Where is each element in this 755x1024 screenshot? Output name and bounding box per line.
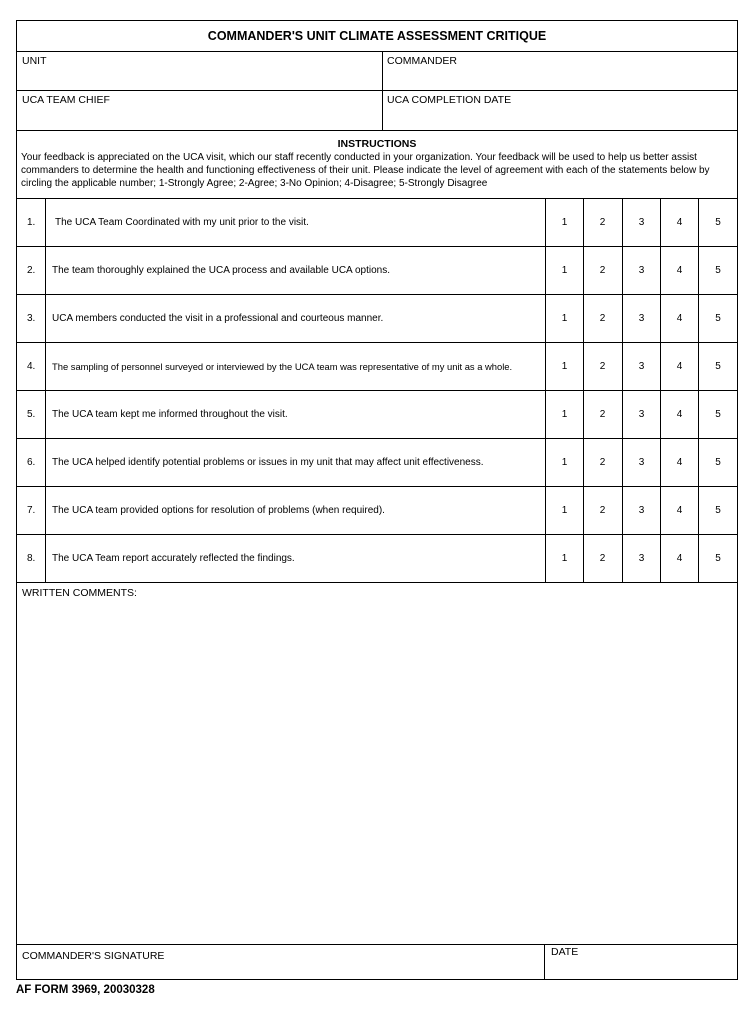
rating-option-5[interactable]: 5 bbox=[698, 439, 737, 486]
rating-option-5[interactable]: 5 bbox=[698, 247, 737, 294]
question-number: 7. bbox=[17, 487, 46, 534]
rating-option-1[interactable]: 1 bbox=[545, 343, 583, 390]
rating-option-4[interactable]: 4 bbox=[660, 535, 698, 582]
question-number: 3. bbox=[17, 295, 46, 342]
question-text: The UCA Team Coordinated with my unit prior to the visit. bbox=[55, 217, 309, 228]
question-text: The sampling of personnel surveyed or interviewed by the UCA team was representative of my unit as a whole. bbox=[52, 361, 513, 372]
rating-option-2[interactable]: 2 bbox=[583, 295, 621, 342]
commander-signature-field[interactable] bbox=[17, 945, 545, 979]
question-text: The UCA Team report accurately reflected the findings. bbox=[52, 553, 295, 564]
unit-field[interactable] bbox=[17, 52, 383, 90]
rating-option-1[interactable]: 1 bbox=[545, 295, 583, 342]
commander-signature-label: COMMANDER'S SIGNATURE bbox=[22, 950, 165, 962]
uca-team-chief-label: UCA TEAM CHIEF bbox=[22, 94, 110, 106]
uca-completion-date-field[interactable] bbox=[383, 91, 737, 130]
signature-row bbox=[17, 945, 737, 979]
rating-option-1[interactable]: 1 bbox=[545, 535, 583, 582]
form-identifier: AF FORM 3969, 20030328 bbox=[16, 984, 155, 996]
question-number: 1. bbox=[17, 199, 46, 246]
rating-option-1[interactable]: 1 bbox=[545, 439, 583, 486]
rating-option-3[interactable]: 3 bbox=[622, 247, 660, 294]
written-comments-area[interactable] bbox=[17, 583, 737, 945]
commander-field[interactable] bbox=[383, 52, 737, 90]
rating-option-4[interactable]: 4 bbox=[660, 343, 698, 390]
rating-option-2[interactable]: 2 bbox=[583, 199, 621, 246]
rating-option-4[interactable]: 4 bbox=[660, 439, 698, 486]
rating-option-2[interactable]: 2 bbox=[583, 487, 621, 534]
rating-option-3[interactable]: 3 bbox=[622, 343, 660, 390]
rating-option-4[interactable]: 4 bbox=[660, 199, 698, 246]
team-chief-date-row bbox=[17, 91, 737, 131]
rating-option-5[interactable]: 5 bbox=[698, 487, 737, 534]
rating-option-1[interactable]: 1 bbox=[545, 391, 583, 438]
question-row bbox=[17, 535, 737, 583]
rating-option-3[interactable]: 3 bbox=[622, 295, 660, 342]
rating-option-4[interactable]: 4 bbox=[660, 295, 698, 342]
question-text: The team thoroughly explained the UCA process and available UCA options. bbox=[52, 265, 390, 276]
question-text: The UCA helped identify potential problems or issues in my unit that may affect unit effectiveness. bbox=[52, 457, 484, 468]
instructions-section bbox=[17, 131, 737, 199]
question-number: 4. bbox=[17, 343, 46, 390]
rating-option-1[interactable]: 1 bbox=[545, 247, 583, 294]
rating-option-3[interactable]: 3 bbox=[622, 199, 660, 246]
question-row bbox=[17, 247, 737, 295]
unit-label: UNIT bbox=[22, 55, 47, 67]
instructions-heading: INSTRUCTIONS bbox=[337, 138, 417, 150]
rating-option-2[interactable]: 2 bbox=[583, 535, 621, 582]
rating-option-2[interactable]: 2 bbox=[583, 247, 621, 294]
rating-option-4[interactable]: 4 bbox=[660, 247, 698, 294]
rating-option-1[interactable]: 1 bbox=[545, 199, 583, 246]
rating-option-5[interactable]: 5 bbox=[698, 199, 737, 246]
unit-commander-row bbox=[17, 52, 737, 91]
rating-option-1[interactable]: 1 bbox=[545, 487, 583, 534]
rating-option-5[interactable]: 5 bbox=[698, 535, 737, 582]
question-row bbox=[17, 439, 737, 487]
question-number: 5. bbox=[17, 391, 46, 438]
question-text: The UCA team provided options for resolution of problems (when required). bbox=[52, 505, 385, 516]
rating-option-5[interactable]: 5 bbox=[698, 295, 737, 342]
rating-option-2[interactable]: 2 bbox=[583, 439, 621, 486]
uca-completion-date-label: UCA COMPLETION DATE bbox=[387, 94, 512, 106]
rating-option-2[interactable]: 2 bbox=[583, 391, 621, 438]
uca-team-chief-field[interactable] bbox=[17, 91, 383, 130]
instructions-text: Your feedback is appreciated on the UCA visit, which our staff recently conducted in your organization. Your feedback will be used to help us better assist commanders to determine the health and functioning effectiveness of their unit. Please indicate the level of agreement with each of the statements below by circling the applicable number; 1-Strongly Agree; 2-Agree; 3-No Opinion; 4-Disagree; 5-Strongly Disagree bbox=[21, 152, 710, 189]
rating-option-3[interactable]: 3 bbox=[622, 535, 660, 582]
question-number: 8. bbox=[17, 535, 46, 582]
question-row bbox=[17, 199, 737, 247]
question-number: 2. bbox=[17, 247, 46, 294]
critique-form bbox=[16, 20, 738, 980]
rating-option-3[interactable]: 3 bbox=[622, 391, 660, 438]
rating-option-3[interactable]: 3 bbox=[622, 439, 660, 486]
question-text: UCA members conducted the visit in a professional and courteous manner. bbox=[52, 313, 384, 324]
commander-label: COMMANDER bbox=[387, 55, 457, 67]
rating-option-5[interactable]: 5 bbox=[698, 391, 737, 438]
questions-table bbox=[17, 199, 737, 583]
rating-option-3[interactable]: 3 bbox=[622, 487, 660, 534]
question-row bbox=[17, 487, 737, 535]
rating-option-2[interactable]: 2 bbox=[583, 343, 621, 390]
question-row bbox=[17, 343, 737, 391]
rating-option-4[interactable]: 4 bbox=[660, 391, 698, 438]
date-label: DATE bbox=[551, 946, 579, 958]
question-text: The UCA team kept me informed throughout the visit. bbox=[52, 409, 288, 420]
question-row bbox=[17, 391, 737, 439]
question-row bbox=[17, 295, 737, 343]
form-title: COMMANDER'S UNIT CLIMATE ASSESSMENT CRITIQUE bbox=[17, 21, 737, 52]
rating-option-5[interactable]: 5 bbox=[698, 343, 737, 390]
rating-option-4[interactable]: 4 bbox=[660, 487, 698, 534]
question-number: 6. bbox=[17, 439, 46, 486]
written-comments-label: WRITTEN COMMENTS: bbox=[22, 587, 137, 599]
